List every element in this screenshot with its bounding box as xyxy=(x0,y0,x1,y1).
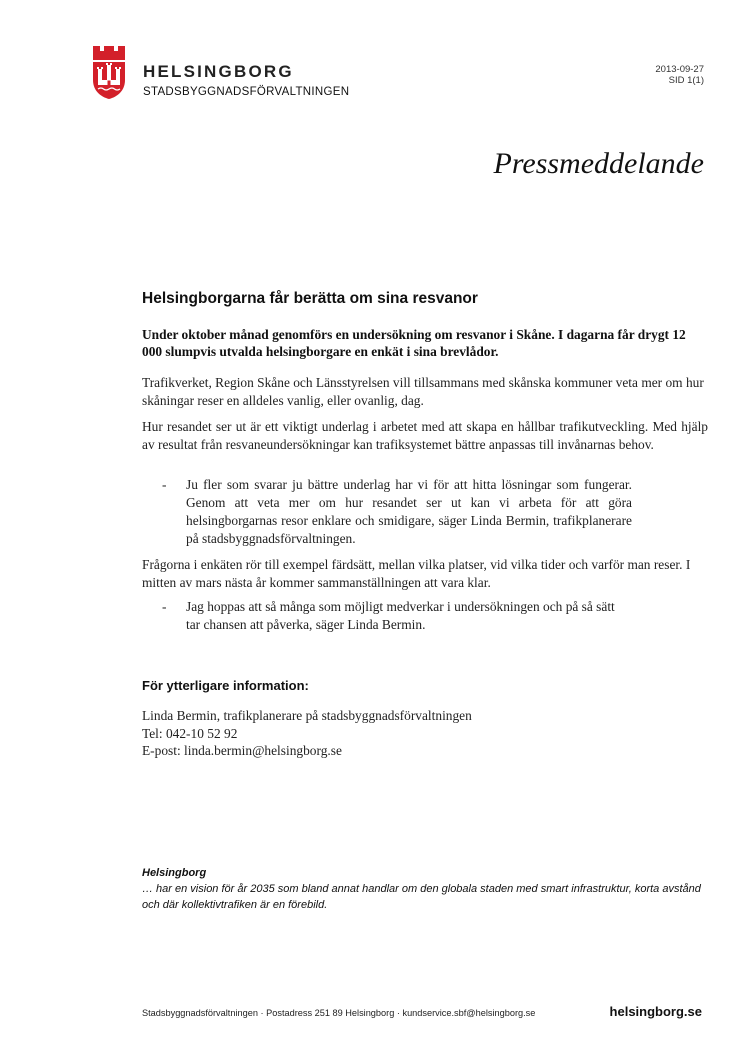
footer-address: Stadsbyggnadsförvaltningen · Postadress 251 89 Helsingborg · kundservice.sbf@helsingborg.se xyxy=(142,1008,536,1018)
footer-website-link[interactable]: helsingborg.se xyxy=(609,1004,702,1019)
quote-item xyxy=(162,476,708,548)
contact-phone: Tel: 042-10 52 92 xyxy=(142,725,238,741)
helsingborg-coat-of-arms-icon xyxy=(92,44,126,100)
organization-name: HELSINGBORG xyxy=(143,62,294,81)
page-number: SID 1(1) xyxy=(668,75,704,86)
quote-dash: - xyxy=(162,477,167,492)
article-paragraph: Trafikverket, Region Skåne och Länsstyrelsen vill tillsammans med skånska kommuner veta mer om hur skåningar reser en alldeles vanlig, eller ovanlig, dag. xyxy=(142,375,704,408)
quote-dash: - xyxy=(162,599,167,614)
contact-email[interactable]: E-post: linda.bermin@helsingborg.se xyxy=(142,743,342,758)
article-headline: Helsingborgarna får berätta om sina resvanor xyxy=(142,290,478,307)
document-type-title: Pressmeddelande xyxy=(493,147,704,180)
article-paragraph: Hur resandet ser ut är ett viktigt underlag i arbetet med att skapa en hållbar trafikutveckling. Med hjälp av resultat från resvaneundersökningar kan trafiksystemet bättre anpassas till invånarnas behov. xyxy=(142,419,708,452)
quote-text: Ju fler som svarar ju bättre underlag har vi för att hitta lösningar som fungerar. Genom att veta mer om hur resandet ser ut kan vi arbeta för att göra helsingborgarnas resor enklare och smidigare, säger Linda Bermin, trafikplanerare på stadsbyggnadsförvaltningen. xyxy=(186,477,632,546)
quote-item xyxy=(162,598,708,634)
article-lead: Under oktober månad genomförs en undersökning om resvanor i Skåne. I dagarna får drygt 12 000 slumpvis utvalda helsingborgare en enkät i sina brevlådor. xyxy=(142,327,686,359)
department-name: STADSBYGGNADSFÖRVALTNINGEN xyxy=(143,86,350,98)
contact-block xyxy=(142,707,642,760)
document-meta xyxy=(655,64,704,86)
vision-title: Helsingborg xyxy=(142,867,207,879)
contact-name: Linda Bermin, trafikplanerare på stadsbyggnadsförvaltningen xyxy=(142,708,472,723)
quote-text: Jag hoppas att så många som möjligt medverkar i undersökningen och på så sätt tar chansen att påverka, säger Linda Bermin. xyxy=(186,599,615,632)
article-paragraph: Frågorna i enkäten rör till exempel färdsätt, mellan vilka platser, vid vilka tider och varför man reser. I mitten av mars nästa år kommer sammanställningen att vara klar. xyxy=(142,557,691,590)
document-date: 2013-09-27 xyxy=(655,64,704,75)
vision-text: … har en vision för år 2035 som bland annat handlar om den globala staden med smart infrastruktur, korta avstånd och där kollektivtrafiken är en förebild. xyxy=(142,883,701,911)
more-info-heading: För ytterligare information: xyxy=(142,678,309,693)
